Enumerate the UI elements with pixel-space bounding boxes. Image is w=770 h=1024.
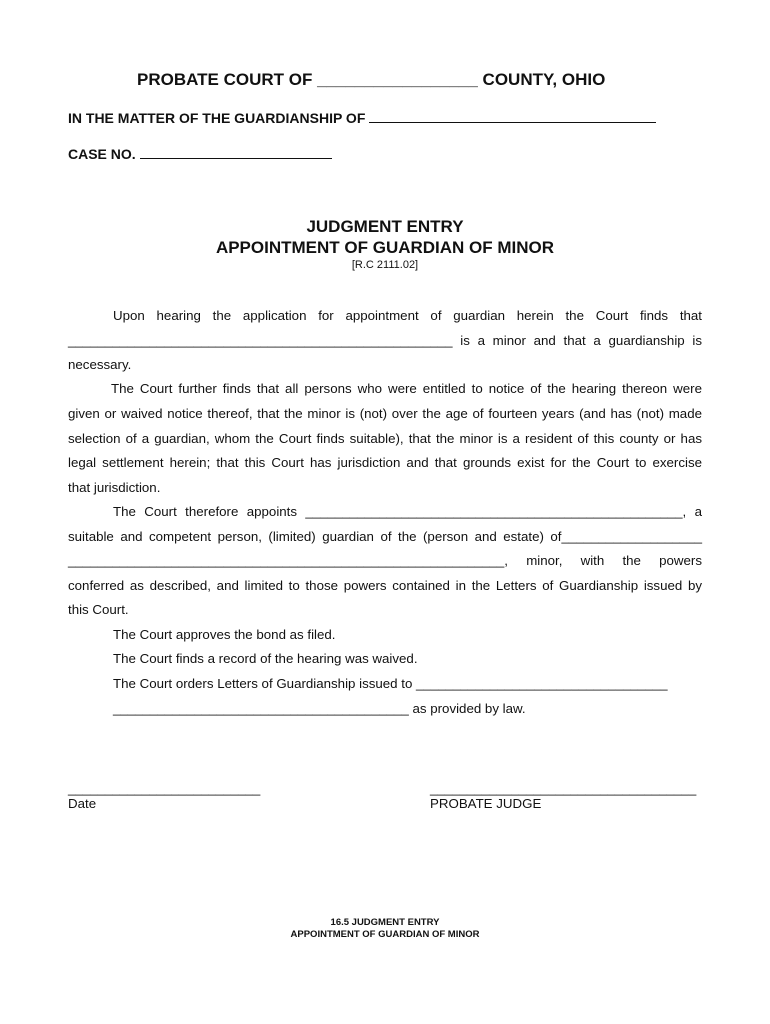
- judge-label: PROBATE JUDGE: [430, 796, 542, 811]
- judge-signature-line: ____________________________________: [430, 781, 697, 796]
- p2-line5: that jurisdiction.: [68, 480, 161, 495]
- letters-order-line1: The Court orders Letters of Guardianship issued to __________________________________: [113, 676, 668, 691]
- matter-label: IN THE MATTER OF THE GUARDIANSHIP OF: [68, 110, 370, 126]
- case-label: CASE NO.: [68, 146, 140, 162]
- matter-row: [68, 110, 656, 126]
- footer-form-number: 16.5 JUDGMENT ENTRY: [330, 917, 440, 928]
- p1-line3: necessary.: [68, 357, 132, 372]
- p2-line1: The Court further finds that all persons who were entitled to notice of the hearing thereon were: [111, 381, 702, 396]
- bond-statement: The Court approves the bond as filed.: [113, 627, 336, 642]
- case-row: [68, 146, 332, 162]
- county-blank: _________________: [317, 70, 478, 89]
- p1-line1: Upon hearing the application for appointment of guardian herein the Court finds that: [113, 308, 702, 323]
- p1-line2: ____________________________________________________ is a minor and that a guardianship is: [68, 333, 702, 348]
- date-signature-line: __________________________: [68, 781, 261, 796]
- p3-line5: this Court.: [68, 602, 129, 617]
- p3-line2: suitable and competent person, (limited) guardian of the (person and estate) of___________________: [68, 529, 702, 544]
- footer-form-title: APPOINTMENT OF GUARDIAN OF MINOR: [290, 929, 480, 940]
- document-subtitle: APPOINTMENT OF GUARDIAN OF MINOR: [215, 238, 555, 257]
- p3-line4: conferred as described, and limited to those powers contained in the Letters of Guardianship issued by: [68, 578, 702, 593]
- p2-line4: legal settlement herein; that this Court has jurisdiction and that grounds exist for the Court to exercise: [68, 455, 702, 470]
- p2-line2: given or waived notice thereof, that the minor is (not) over the age of fourteen years (and has (not) made: [68, 406, 702, 421]
- court-heading: [137, 70, 605, 90]
- p3-line1: The Court therefore appoints ___________________________________________________, a: [113, 504, 702, 519]
- hearing-record-statement: The Court finds a record of the hearing was waived.: [113, 651, 418, 666]
- p2-line3: selection of a guardian, whom the Court finds suitable), that the minor is a resident of this county or has: [68, 431, 702, 446]
- letters-order-line2: ________________________________________ as provided by law.: [113, 701, 526, 716]
- case-number-blank: [140, 157, 332, 159]
- p3-line3: ___________________________________________________________, minor, with the powers: [68, 553, 702, 568]
- court-prefix: PROBATE COURT OF: [137, 70, 318, 89]
- date-label: Date: [68, 796, 97, 811]
- matter-blank: [369, 121, 656, 123]
- document-title: JUDGMENT ENTRY: [306, 217, 464, 236]
- court-suffix: COUNTY, OHIO: [477, 70, 606, 89]
- statute-citation: [R.C 2111.02]: [351, 259, 419, 271]
